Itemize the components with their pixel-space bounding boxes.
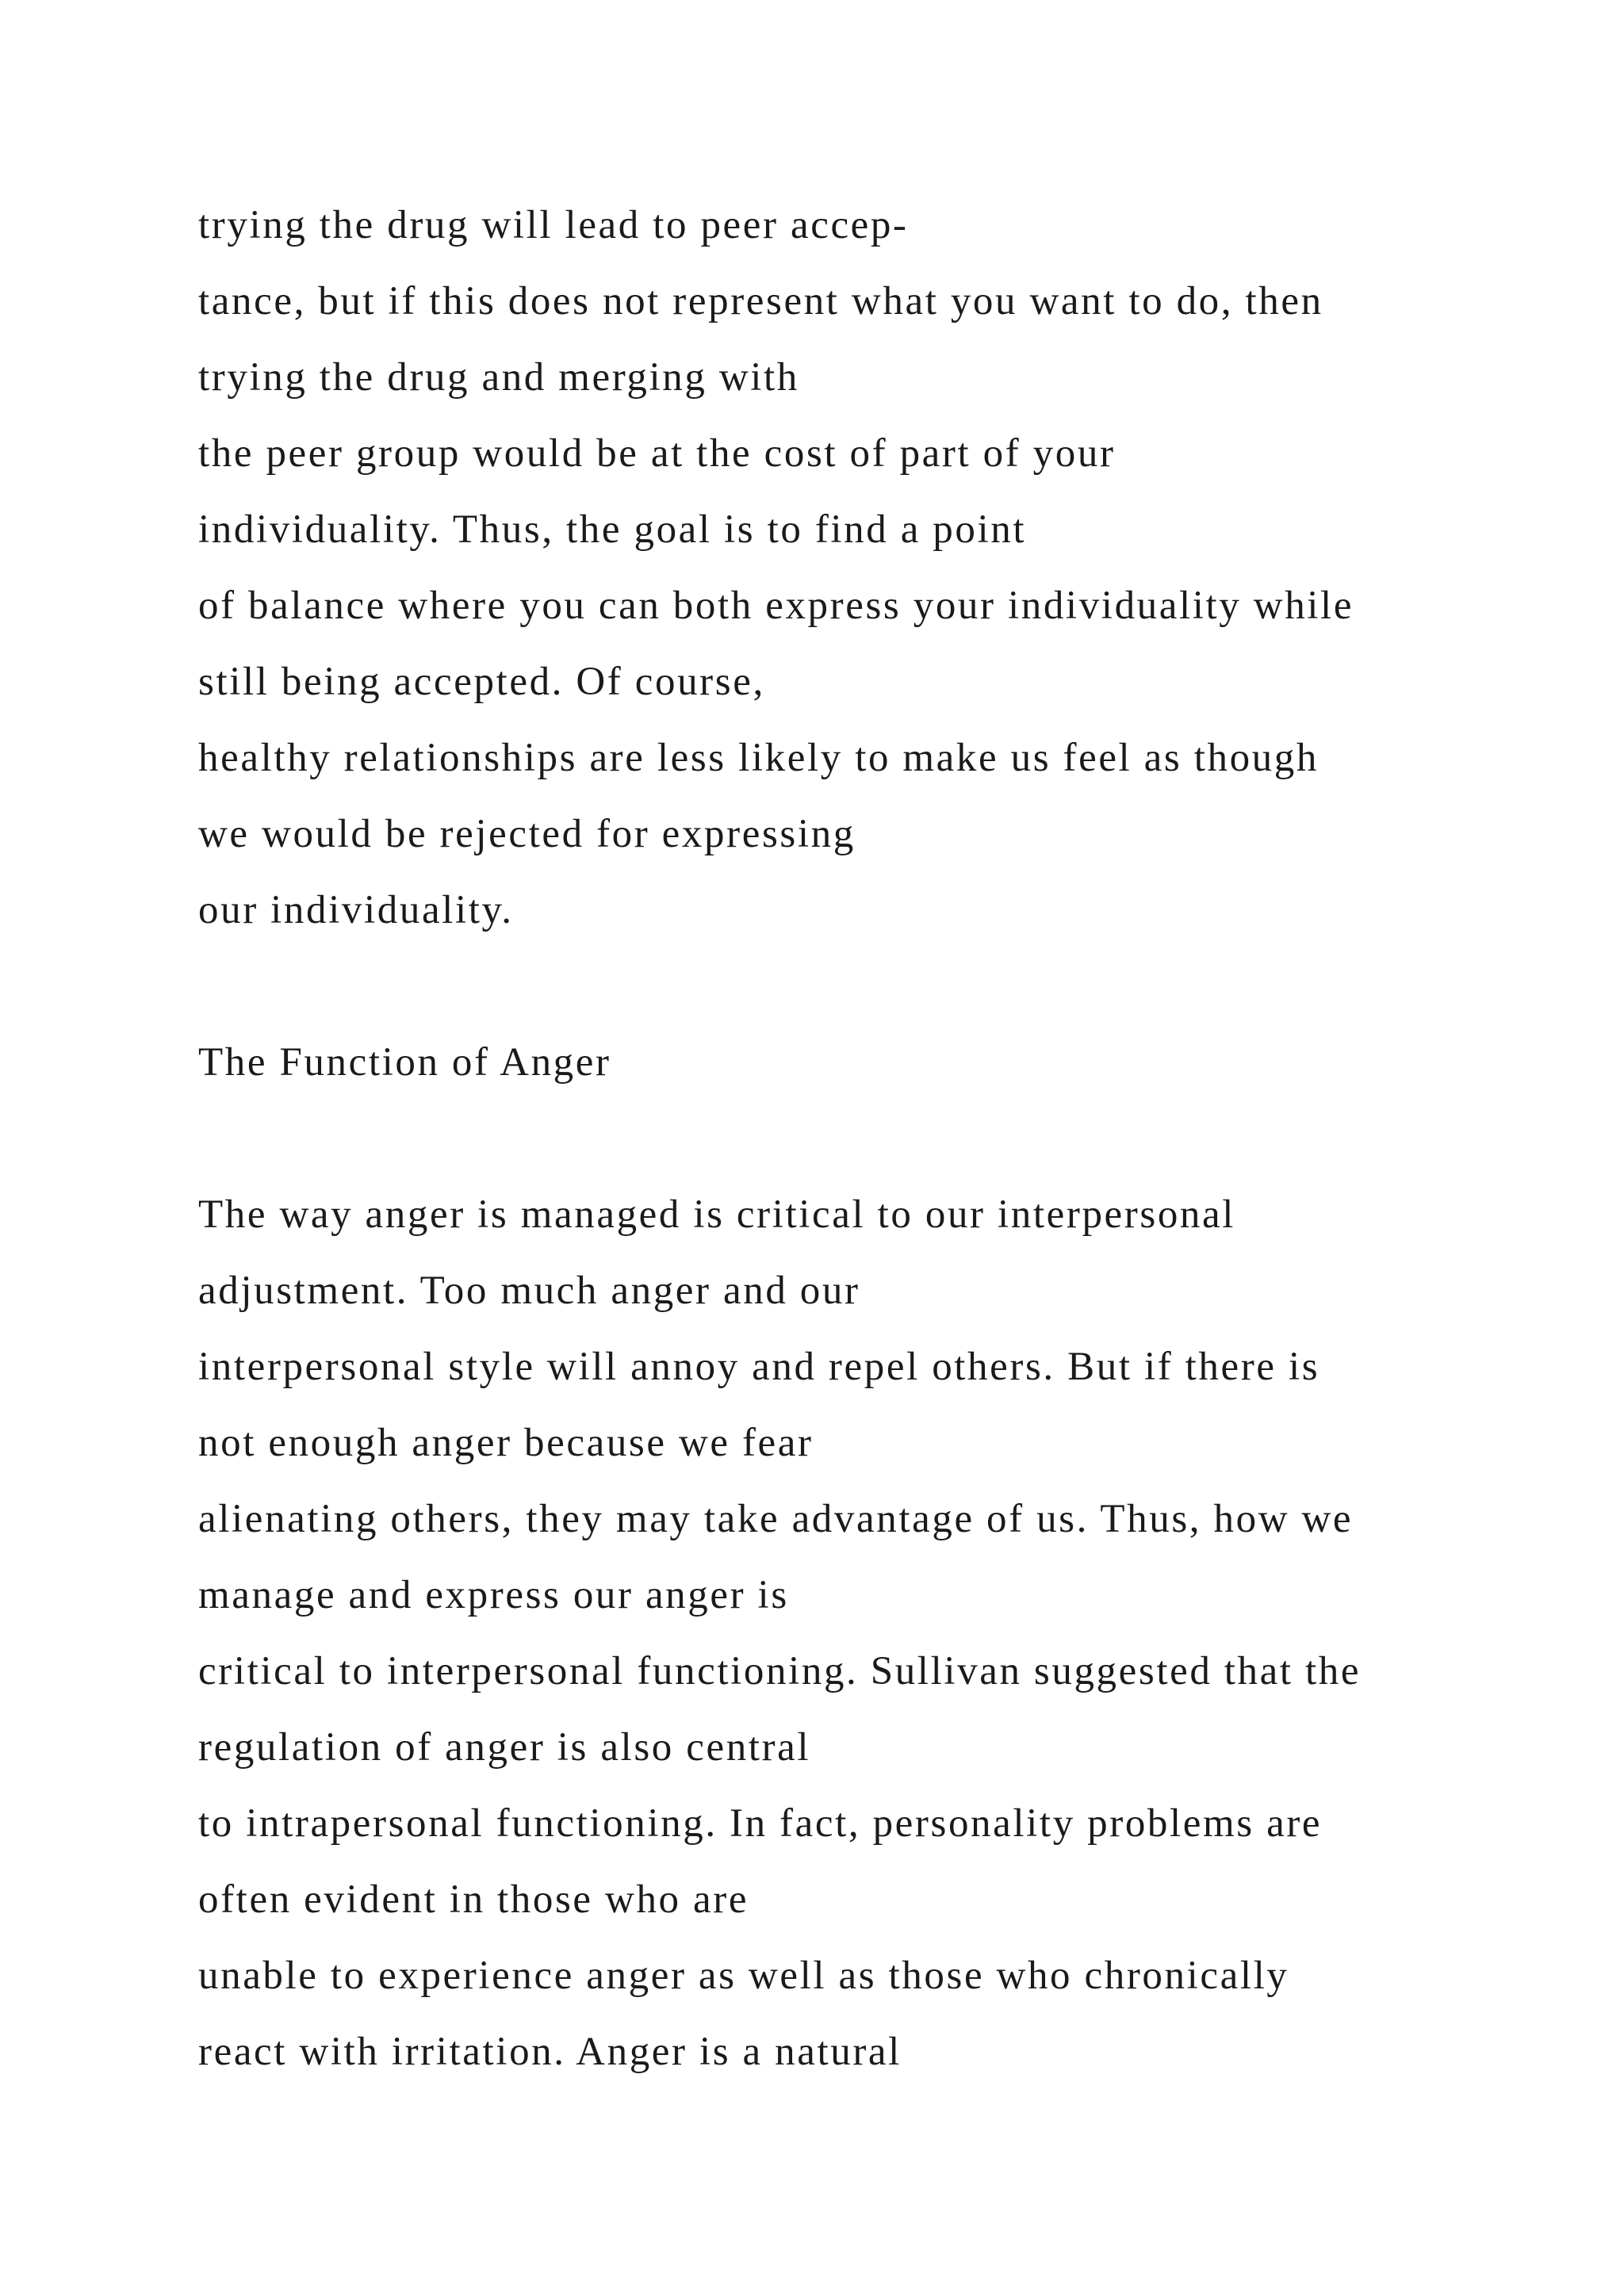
text-line: trying the drug will lead to peer accep- [198, 203, 909, 247]
text-line: regulation of anger is also central [198, 1725, 811, 1770]
paragraph-gap [198, 1100, 1507, 1177]
paragraph-1 [198, 187, 1507, 948]
paragraph-2 [198, 1177, 1507, 2090]
text-line: still being accepted. Of course, [198, 660, 765, 704]
text-line: not enough anger because we fear [198, 1421, 814, 1465]
text-line: unable to experience anger as well as those who chronically [198, 1954, 1289, 1998]
text-line: to intrapersonal functioning. In fact, personality problems are [198, 1801, 1323, 1846]
section-heading: The Function of Anger [198, 1040, 611, 1085]
text-line: often evident in those who are [198, 1877, 749, 1922]
text-line: we would be rejected for expressing [198, 812, 856, 856]
text-line: react with irritation. Anger is a natural [198, 2030, 902, 2074]
text-line: critical to interpersonal functioning. Sullivan suggested that the [198, 1649, 1362, 1693]
text-line: individuality. Thus, the goal is to find a point [198, 507, 1027, 552]
text-line: tance, but if this does not represent what you want to do, then [198, 279, 1323, 323]
text-line: The way anger is managed is critical to our interpersonal [198, 1192, 1236, 1237]
text-line: healthy relationships are less likely to make us feel as though [198, 736, 1319, 780]
text-line: interpersonal style will annoy and repel others. But if there is [198, 1345, 1320, 1389]
text-line: our individuality. [198, 888, 514, 932]
document-body [198, 187, 1507, 2090]
text-line: alienating others, they may take advantage of us. Thus, how we [198, 1497, 1354, 1541]
text-line: the peer group would be at the cost of part of your [198, 431, 1116, 476]
paragraph-gap [198, 948, 1507, 1024]
text-line: of balance where you can both express your individuality while [198, 584, 1354, 628]
text-line: manage and express our anger is [198, 1573, 789, 1617]
text-line: trying the drug and merging with [198, 355, 799, 400]
text-line: adjustment. Too much anger and our [198, 1269, 860, 1313]
